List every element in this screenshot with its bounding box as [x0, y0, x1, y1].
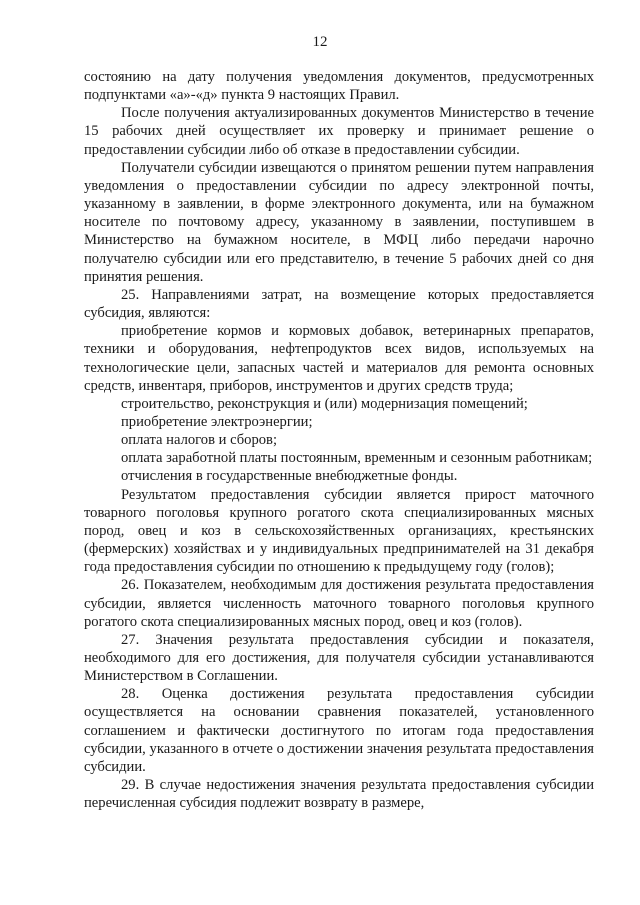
document-body [84, 68, 594, 812]
list-item-taxes: оплата налогов и сборов; [121, 432, 277, 449]
list-item-feed-equipment: приобретение кормов и кормовых добавок, ветеринарных препаратов, техники и оборудования, нефтепродуктов всех видов, используемых на технологические цели, запасных частей и материалов для ремонта основных средств, инвентаря, приборов, инструментов и других средств труда; [84, 323, 594, 394]
list-item-wages: оплата заработной платы постоянным, временным и сезонным работникам; [121, 450, 593, 467]
paragraph-26: 26. Показателем, необходимым для достижения результата предоставления субсидии, является численность маточного товарного поголовья крупного рогатого скота специализированных мясных пород, овец и коз (голов). [84, 577, 594, 630]
paragraph-25: 25. Направлениями затрат, на возмещение которых предоставляется субсидия, являются: [84, 286, 594, 322]
paragraph-27: 27. Значения результата предоставления субсидии и показателя, необходимого для его достижения, для получателя субсидии устанавливаются Министерством в Соглашении. [84, 631, 594, 685]
page-number: 12 [312, 34, 328, 50]
paragraph-28: 28. Оценка достижения результата предоставления субсидии осуществляется на основании сравнения показателей, установленного соглашением и фактически достигнутого по итогам года предоставления субсидии, указанного в отчете о достижении значения результата предоставления субсидии. [84, 686, 594, 775]
list-item-electricity: приобретение электроэнергии; [121, 413, 313, 430]
paragraph-continuation: состоянию на дату получения уведомления документов, предусмотренных подпунктами «а»-«д» пункта 9 настоящих Правил. [84, 69, 594, 104]
paragraph-notification: Получатели субсидии извещаются о принятом решении путем направления уведомления о предоставлении субсидии по адресу электронной почты, указанному в заявлении, в форме электронного документа, или на бумажном носителе по почтовому адресу, указанному в заявлении, поступившем в Министерство на бумажном носителе, в МФЦ либо передачи нарочно получателю субсидии или его представителю, в течение 5 рабочих дней со дня принятия решения. [84, 159, 594, 285]
paragraph-29: 29. В случае недостижения значения результата предоставления субсидии перечисленная субсидия подлежит возврату в размере, [84, 777, 594, 812]
paragraph-result: Результатом предоставления субсидии является прирост маточного товарного поголовья крупного рогатого скота специализированных мясных пород, овец и коз в сельскохозяйственных организациях, крестьянских (фермерских) хозяйствах и у индивидуальных предпринимателей на 31 декабря года предоставления субсидии по отношению к предыдущему году (голов); [84, 486, 594, 576]
list-item-funds: отчисления в государственные внебюджетные фонды. [121, 468, 458, 485]
paragraph-document-review: После получения актуализированных документов Министерство в течение 15 рабочих дней осуществляет их проверку и принимает решение о предоставлении субсидии либо об отказе в предоставлении субсидии. [84, 105, 594, 158]
list-item-construction: строительство, реконструкция и (или) модернизация помещений; [121, 395, 528, 412]
